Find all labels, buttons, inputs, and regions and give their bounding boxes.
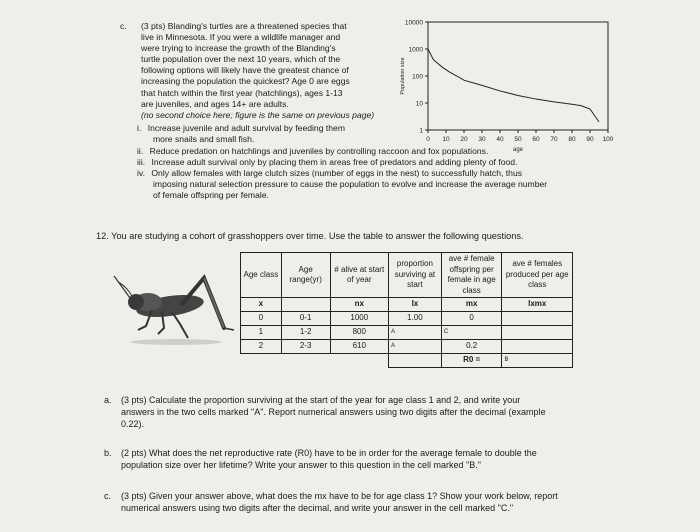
table-cell: nx bbox=[330, 298, 388, 312]
table-cell: 0 bbox=[241, 312, 282, 326]
table-cell: 1.00 bbox=[389, 312, 442, 326]
x-tick-label: 40 bbox=[496, 136, 504, 143]
sub-question-c bbox=[104, 490, 664, 514]
table-cell bbox=[502, 312, 573, 326]
question-c-line: are juveniles, and ages 14+ are adults. bbox=[141, 98, 289, 109]
table-row bbox=[241, 340, 573, 354]
y-tick-label: 1000 bbox=[408, 46, 423, 54]
x-tick-label: 10 bbox=[442, 136, 450, 143]
survivorship-line bbox=[428, 49, 599, 122]
option-text: Only allow females with large clutch sizes (number of eggs in the nest) to successfully hatch, thus bbox=[151, 168, 523, 178]
question-c-line: (3 pts) Blanding's turtles are a threatened species that bbox=[141, 21, 347, 31]
table-cell: 0.2 bbox=[441, 340, 502, 354]
table-row bbox=[241, 312, 573, 326]
question-c-note: (no second choice here; figure is the same on previous page) bbox=[141, 109, 375, 120]
table-symbol-row bbox=[241, 298, 573, 312]
option-text: more snails and small fish. bbox=[153, 134, 255, 144]
answer-cell-c[interactable]: C bbox=[441, 326, 502, 340]
option-label: i. bbox=[137, 123, 142, 133]
sub-question-line: answers in the two cells marked "A". Report numerical answers using two digits after the decimal (example bbox=[121, 407, 546, 417]
question-c-line: following options will likely have the greatest chance of bbox=[141, 65, 349, 76]
table-r0-row bbox=[241, 354, 573, 368]
sub-question-label: b. bbox=[104, 448, 112, 458]
x-tick-label: 80 bbox=[568, 136, 576, 143]
grasshopper-image bbox=[112, 268, 240, 348]
table-cell: 1-2 bbox=[281, 326, 330, 340]
table-cell: 2-3 bbox=[281, 340, 330, 354]
survivorship-chart bbox=[388, 14, 628, 153]
sub-question-line: (3 pts) Calculate the proportion surviving at the start of the year for age class 1 and 2, and write your bbox=[121, 395, 521, 405]
y-tick-label: 100 bbox=[412, 73, 423, 81]
table-header: Age class bbox=[241, 253, 282, 298]
table-header: Age range(yr) bbox=[281, 253, 330, 298]
question-c-line: increasing the population the quickest? Age 0 are eggs bbox=[141, 76, 350, 87]
table-cell: mx bbox=[441, 298, 502, 312]
table-cell: 1000 bbox=[330, 312, 388, 326]
x-tick-label: 90 bbox=[586, 136, 594, 143]
question-c bbox=[120, 21, 392, 121]
table-cell bbox=[502, 326, 573, 340]
x-tick-label: 70 bbox=[550, 136, 558, 143]
sub-question-b bbox=[104, 447, 644, 471]
r0-label: R0 = bbox=[441, 354, 502, 368]
option-text: imposing natural selection pressure to cause the population to evolve and increase the average number bbox=[153, 179, 548, 189]
table-cell: x bbox=[241, 298, 282, 312]
chart-svg bbox=[388, 14, 628, 153]
table-cell: 2 bbox=[241, 340, 282, 354]
question-c-line: turtle population over the next 10 years, which of the bbox=[141, 54, 341, 65]
x-tick-label: 100 bbox=[602, 136, 614, 143]
option-i bbox=[137, 123, 397, 145]
table-header: # alive at start of year bbox=[330, 253, 388, 298]
sub-question-line: numerical answers using two digits after the decimal, and write your answer in the cell marked "C." bbox=[121, 503, 514, 513]
table-cell: 610 bbox=[330, 340, 388, 354]
x-tick-label: 30 bbox=[478, 136, 486, 143]
option-label: iv. bbox=[137, 168, 145, 178]
option-text: of female offspring per female. bbox=[153, 190, 269, 200]
question-c-line: were trying to increase the growth of the Blanding's bbox=[141, 43, 336, 54]
sub-question-line: (2 pts) What does the net reproductive rate (R0) have to be in order for the average female to double the bbox=[121, 448, 537, 458]
sub-question-line: 0.22). bbox=[121, 419, 145, 429]
table-cell: 0 bbox=[441, 312, 502, 326]
sub-question-label: c. bbox=[104, 491, 112, 501]
table-cell bbox=[281, 298, 330, 312]
option-iii bbox=[137, 157, 517, 168]
sub-question-label: a. bbox=[104, 395, 112, 405]
answer-cell-b[interactable]: B bbox=[502, 354, 573, 368]
y-tick-label: 10000 bbox=[404, 19, 423, 27]
table-row bbox=[241, 326, 573, 340]
answer-cell-a[interactable]: A bbox=[389, 340, 442, 354]
question-c-label: c. bbox=[120, 21, 127, 31]
x-tick-label: 20 bbox=[460, 136, 468, 143]
question-12: 12. You are studying a cohort of grasshoppers over time. Use the table to answer the following questions. bbox=[96, 231, 524, 241]
table-header: ave # females produced per age class bbox=[502, 253, 573, 298]
life-table bbox=[240, 252, 573, 368]
table-cell: lx bbox=[389, 298, 442, 312]
option-label: iii. bbox=[137, 157, 146, 167]
table-cell: lxmx bbox=[502, 298, 573, 312]
x-tick-label: 0 bbox=[426, 136, 430, 143]
y-axis-label: Population size bbox=[400, 57, 406, 95]
option-text: Increase juvenile and adult survival by feeding them bbox=[147, 123, 345, 133]
table-header-row bbox=[241, 253, 573, 298]
sub-question-line: population size over her lifetime? Write your answer to this question in the cell marked "B." bbox=[121, 460, 481, 470]
y-tick-label: 10 bbox=[415, 100, 423, 108]
option-label: ii. bbox=[137, 146, 144, 156]
sub-question-line: (3 pts) Given your answer above, what does the mx have to be for age class 1? Show your work below, report bbox=[121, 491, 558, 501]
answer-cell-a[interactable]: A bbox=[389, 326, 442, 340]
question-c-line: live in Minnesota. If you were a wildlife manager and bbox=[141, 32, 341, 43]
x-tick-label: 60 bbox=[532, 136, 540, 143]
y-tick-label: 1 bbox=[419, 127, 423, 135]
option-text: Reduce predation on hatchlings and juveniles by controlling raccoon and fox populations. bbox=[149, 146, 489, 156]
option-text: Increase adult survival only by placing them in areas free of predators and adding plenty of food. bbox=[151, 157, 518, 167]
question-c-line: that hatch within the first year (hatchlings), ages 1-13 bbox=[141, 87, 343, 98]
table-cell bbox=[502, 340, 573, 354]
table-cell: 0-1 bbox=[281, 312, 330, 326]
chart-frame bbox=[428, 22, 608, 130]
sub-question-a bbox=[104, 394, 644, 430]
table-header: proportion surviving at start bbox=[389, 253, 442, 298]
x-axis-label: age bbox=[512, 147, 524, 153]
table-cell: 800 bbox=[330, 326, 388, 340]
table-cell: 1 bbox=[241, 326, 282, 340]
option-iv bbox=[137, 168, 547, 201]
table-header: ave # female offspring per female in age class bbox=[441, 253, 502, 298]
x-tick-label: 50 bbox=[514, 136, 522, 143]
